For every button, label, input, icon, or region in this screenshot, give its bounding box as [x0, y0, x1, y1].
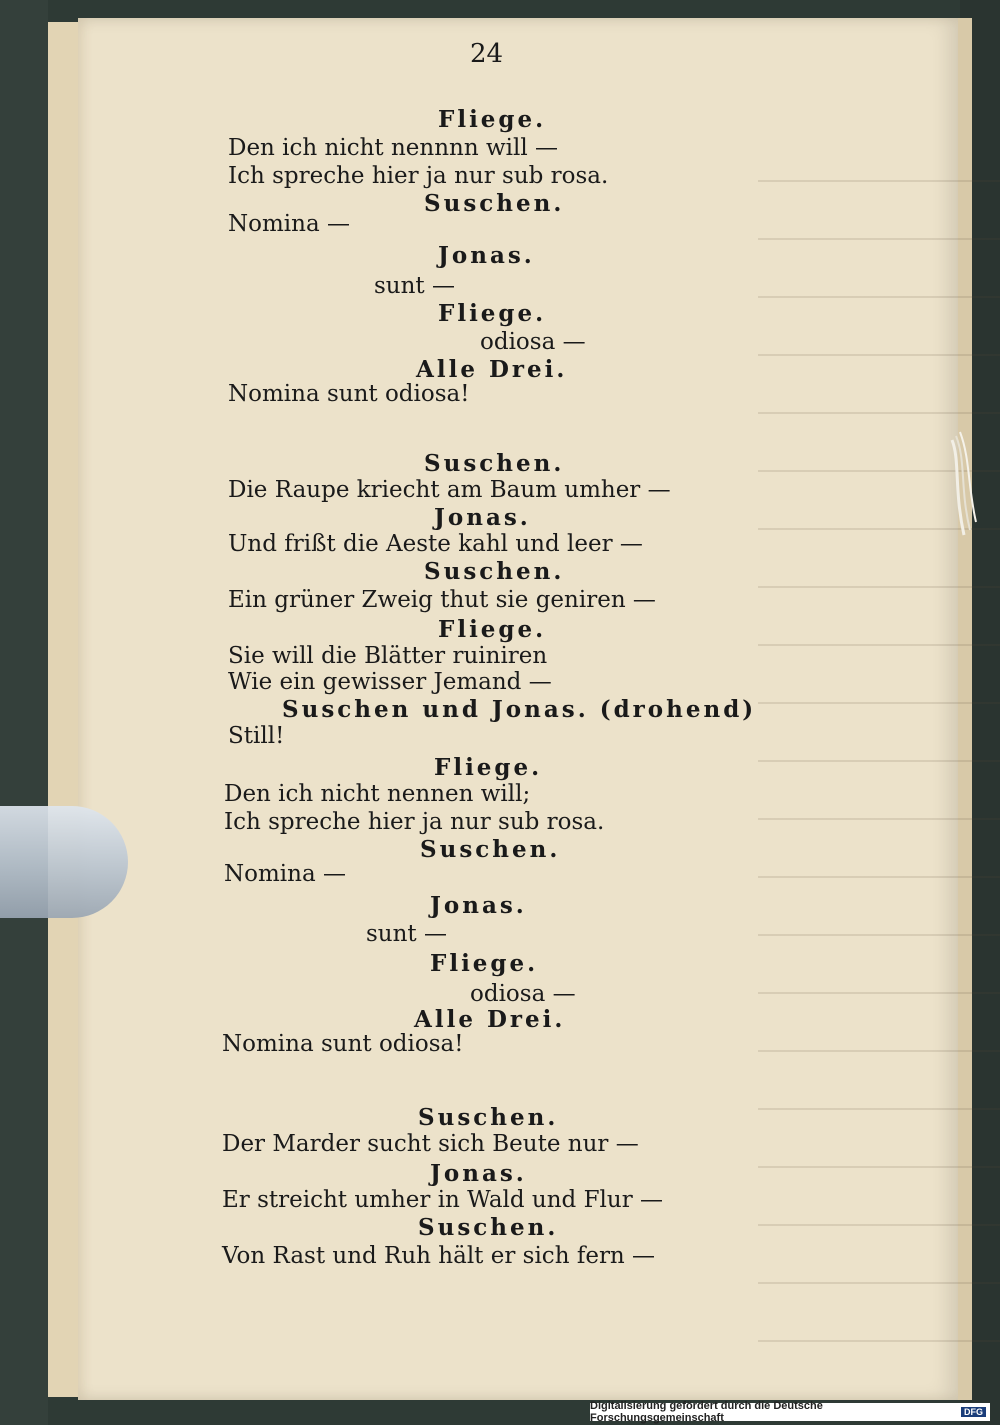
speaker-label: Suschen.	[420, 836, 561, 863]
footer-text: Digitalisierung gefördert durch die Deutsche Forschungsgemeinschaft	[590, 1400, 823, 1424]
speaker-label: Suschen.	[418, 1104, 559, 1131]
speaker-label: Suschen.	[418, 1214, 559, 1241]
verse-line: Von Rast und Ruh hält er sich fern —	[222, 1243, 656, 1269]
speaker-label: Suschen.	[424, 558, 565, 585]
verse-line: sunt —	[366, 921, 447, 947]
verse-line: Den ich nicht nennen will;	[224, 781, 531, 807]
verse-line: Nomina sunt odiosa!	[228, 381, 470, 407]
verse-line: Nomina —	[224, 861, 346, 887]
scanner-background-left	[0, 0, 48, 1425]
verse-line: Nomina sunt odiosa!	[222, 1031, 464, 1057]
speaker-label: Fliege.	[438, 616, 547, 643]
speaker-label: Alle Drei.	[416, 356, 568, 383]
verse-line: Sie will die Blätter ruiniren	[228, 643, 548, 669]
verse-line: Er streicht umher in Wald und Flur —	[222, 1187, 664, 1213]
speaker-label: Fliege.	[438, 106, 547, 133]
verse-line: Die Raupe kriecht am Baum umher —	[228, 477, 671, 503]
speaker-label: Suschen und Jonas. (drohend)	[282, 696, 757, 723]
verse-line: Still!	[228, 723, 285, 749]
digitization-footer	[590, 1400, 990, 1424]
speaker-label: Suschen.	[424, 190, 565, 217]
verse-line: Wie ein gewisser Jemand —	[228, 669, 552, 695]
speaker-label: Jonas.	[438, 242, 535, 269]
speaker-label: Jonas.	[430, 1160, 527, 1187]
verse-line: Und frißt die Aeste kahl und leer —	[228, 531, 643, 557]
binding-thread	[950, 430, 980, 540]
verse-line: Ich spreche hier ja nur sub rosa.	[224, 809, 605, 835]
speaker-label: Alle Drei.	[414, 1006, 566, 1033]
speaker-label: Fliege.	[434, 754, 543, 781]
verse-line: Nomina —	[228, 211, 350, 237]
speaker-label: Suschen.	[424, 450, 565, 477]
page-holder-clip	[0, 806, 128, 918]
speaker-label: Fliege.	[438, 300, 547, 327]
verse-line: odiosa —	[470, 981, 576, 1007]
dfg-logo: DFG	[961, 1407, 986, 1417]
verse-line: Ein grüner Zweig thut sie geniren —	[228, 587, 656, 613]
speaker-label: Jonas.	[430, 892, 527, 919]
speaker-label: Fliege.	[430, 950, 539, 977]
verse-line: odiosa —	[480, 329, 586, 355]
show-through-text	[758, 158, 1000, 1358]
book-page	[78, 18, 958, 1400]
verse-line: Der Marder sucht sich Beute nur —	[222, 1131, 639, 1157]
page-number: 24	[470, 39, 504, 69]
verse-line: Den ich nicht nennnn will —	[228, 135, 559, 161]
speaker-label: Jonas.	[434, 504, 531, 531]
verse-line: sunt —	[374, 273, 455, 299]
verse-line: Ich spreche hier ja nur sub rosa.	[228, 163, 609, 189]
